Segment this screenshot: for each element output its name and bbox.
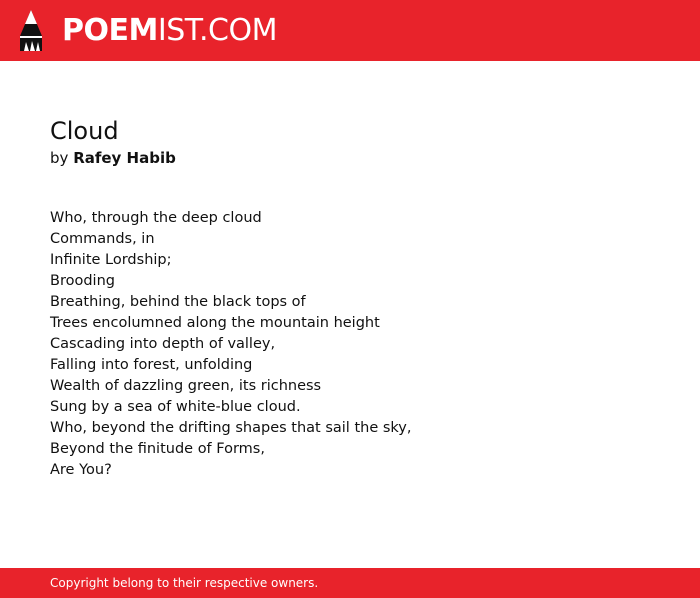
site-header [0,0,700,61]
poem-line: Infinite Lordship; [50,252,172,268]
poem-title: Cloud [50,117,119,145]
poem-line: Falling into forest, unfolding [50,357,253,373]
poem-line: Sung by a sea of white-blue cloud. [50,399,301,415]
poem-body [50,208,650,481]
author-link[interactable]: Rafey Habib [73,149,176,167]
poem-line: Beyond the finitude of Forms, [50,441,265,457]
poem-line: Trees encolumned along the mountain height [50,315,380,331]
logo-text-light: IST.COM [157,13,277,48]
logo-text-strong: POEM [62,13,158,48]
poem-line: Who, beyond the drifting shapes that sail the sky, [50,420,412,436]
poem-line: Brooding [50,273,115,289]
by-label: by [50,149,69,167]
site-footer [0,568,700,598]
poem-line: Commands, in [50,231,155,247]
poem-content [50,116,650,481]
poem-line: Wealth of dazzling green, its richness [50,378,322,394]
poem-line: Cascading into depth of valley, [50,336,276,352]
pen-nib-icon [16,9,46,53]
logo-text [62,13,277,49]
copyright-text: Copyright belong to their respective owners. [50,576,319,590]
poem-line: Who, through the deep cloud [50,210,262,226]
poem-line: Are You? [50,462,112,478]
poem-line: Breathing, behind the black tops of [50,294,306,310]
byline [50,146,650,170]
